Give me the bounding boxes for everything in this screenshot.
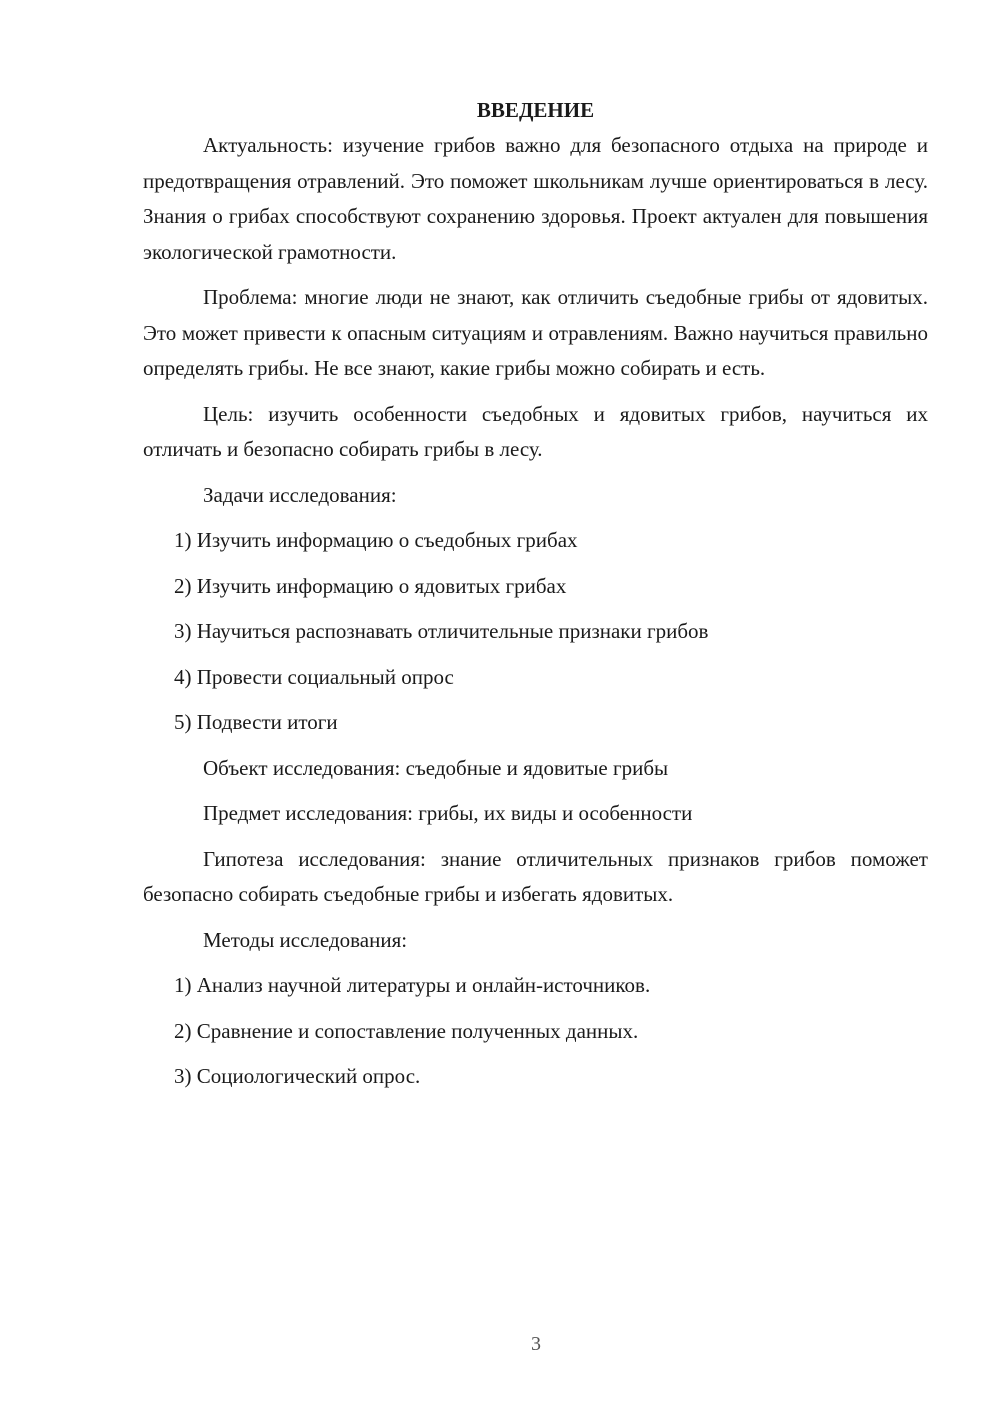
list-item: 3) Научиться распознавать отличительные признаки грибов [174,619,709,643]
problem-paragraph: Проблема: многие люди не знают, как отличить съедобные грибы от ядовитых. Это может привести к опасным ситуациям и отравлениям. Важно научиться правильно определять грибы. Не все знают, какие грибы можно собирать и есть. [143,285,928,380]
methods-heading: Методы исследования: [203,927,408,952]
goal-paragraph: Цель: изучить особенности съедобных и ядовитых грибов, научиться их отличать и безопасно собирать грибы в лесу. [143,401,928,461]
hypothesis-paragraph: Гипотеза исследования: знание отличительных признаков грибов поможет безопасно собирать съедобные грибы и избегать ядовитых. [143,846,928,906]
object-paragraph: Объект исследования: съедобные и ядовитые грибы [203,755,669,780]
relevance-paragraph: Актуальность: изучение грибов важно для безопасного отдыха на природе и предотвращения отравлений. Это поможет школьникам лучше ориентироваться в лесу. Знания о грибах способствуют сохранению здоровья. Проект актуален для повышения экологической грамотности. [143,133,928,264]
list-item: 5) Подвести итоги [174,710,338,734]
list-item: 2) Изучить информацию о ядовитых грибах [174,573,567,598]
subject-paragraph: Предмет исследования: грибы, их виды и особенности [203,801,693,825]
tasks-list [143,523,928,741]
document-page [143,92,928,1105]
section-title: ВВЕДЕНИЕ [476,98,595,122]
list-item: 4) Провести социальный опрос [174,664,454,689]
list-item: 2) Сравнение и сопоставление полученных данных. [174,1018,639,1043]
list-item: 1) Изучить информацию о съедобных грибах [174,528,578,552]
page-number: 3 [531,1333,541,1355]
list-item: 3) Социологический опрос. [174,1064,421,1088]
methods-list [143,968,928,1095]
list-item: 1) Анализ научной литературы и онлайн-источников. [174,973,651,997]
tasks-heading: Задачи исследования: [203,482,397,507]
